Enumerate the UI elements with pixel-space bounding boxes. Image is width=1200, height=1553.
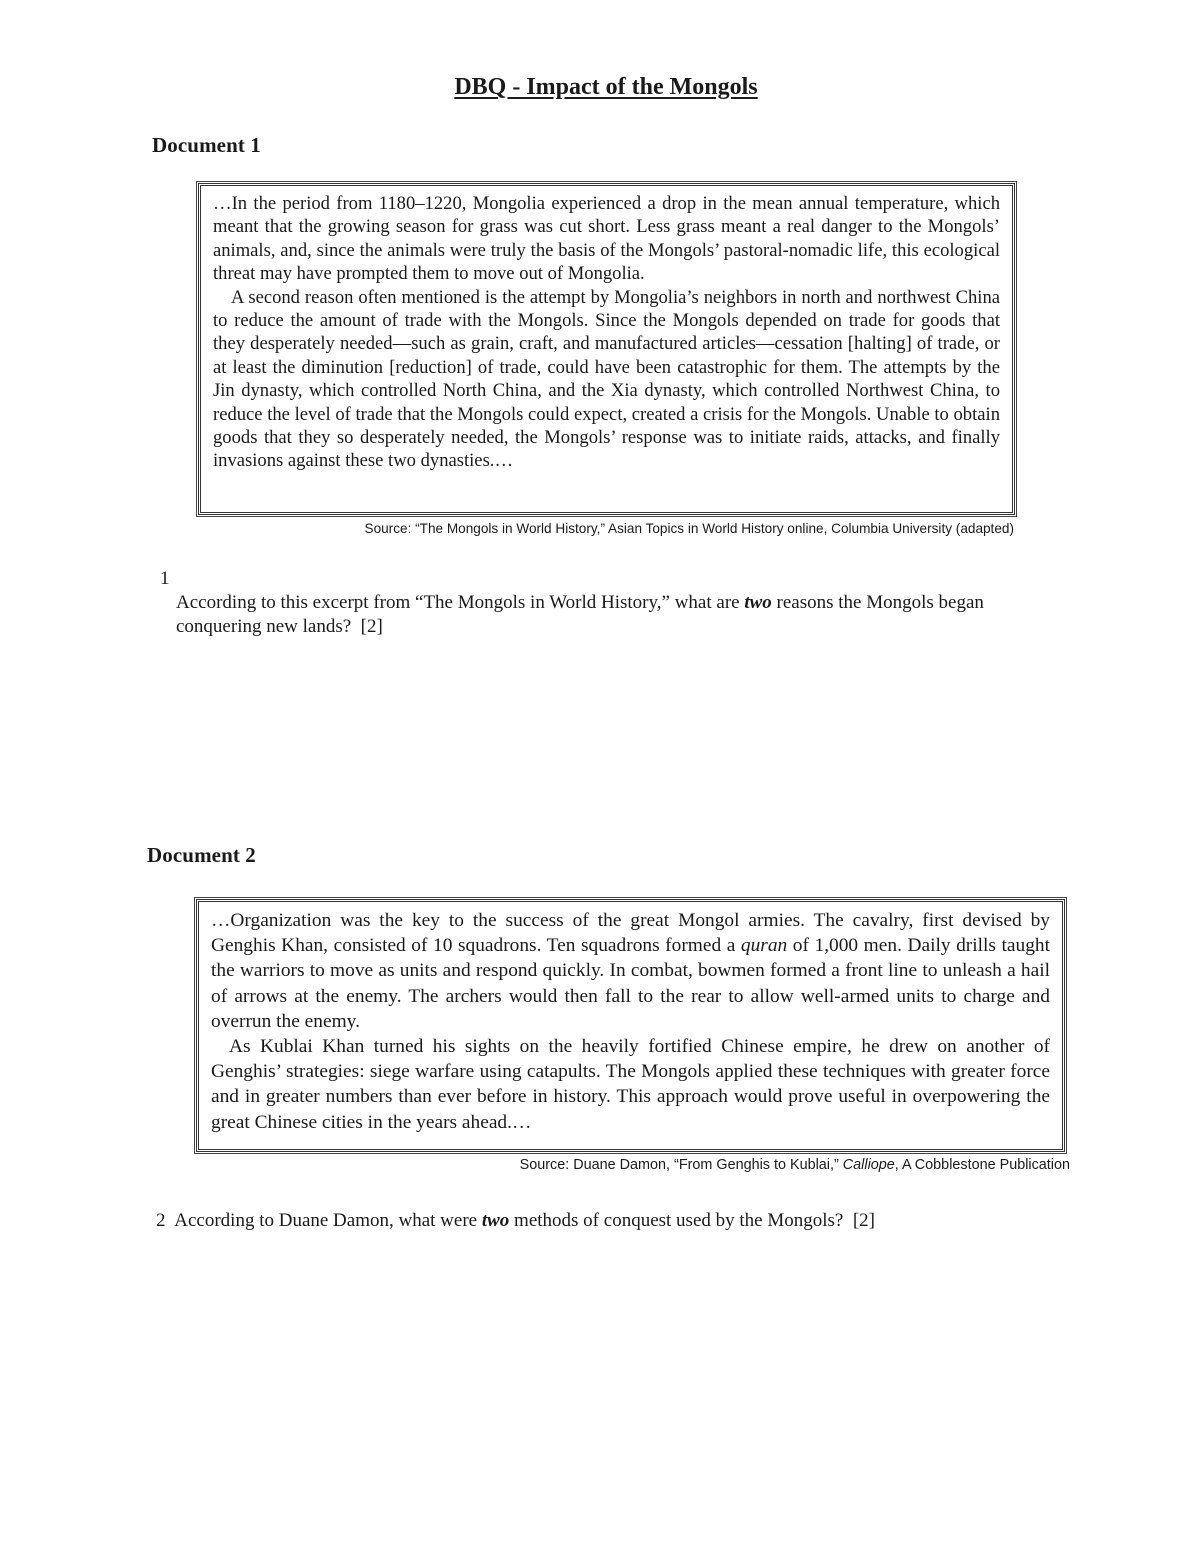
question-1-number: 1	[160, 568, 170, 589]
document-2-source	[520, 1157, 1070, 1173]
question-1-points: [2]	[360, 616, 383, 637]
document-2-paragraph-2: As Kublai Khan turned his sights on the heavily fortified Chinese empire, he drew on another of Genghis’ strategies: siege warfare using catapults. The Mongols applied these techniques with greater force and in greater numbers than ever before in history. This approach would prove useful in overpowering the great Chinese cities in the years ahead.…	[211, 1036, 1050, 1133]
document-1-heading: Document 1	[152, 133, 261, 157]
document-1-source: Source: “The Mongols in World History,” Asian Topics in World History online, Columbia University (adapted)	[364, 521, 1014, 536]
document-2-heading: Document 2	[147, 843, 256, 867]
question-2	[156, 1209, 1106, 1233]
page-title: DBQ - Impact of the Mongols	[454, 74, 758, 100]
question-2-emphasis: two	[481, 1210, 510, 1231]
document-2-excerpt-box	[196, 899, 1065, 1152]
document-2-paragraph-1-before: …Organization was the key to the success of the great Mongol armies. The cavalry, first devised by Genghis Khan, consisted of 10 squadrons. Ten squadrons formed a	[211, 910, 1050, 957]
question-1-text-before: According to this excerpt from “The Mongols in World History,” what are	[176, 592, 745, 613]
document-2-source-after: , A Cobblestone Publication	[894, 1157, 1070, 1173]
document-2-source-before: Source: Duane Damon, “From Genghis to Kublai,”	[519, 1157, 843, 1173]
question-2-points: [2]	[852, 1210, 875, 1231]
document-2-source-publication: Calliope	[842, 1157, 895, 1173]
document-2-quran-term: quran	[740, 935, 788, 957]
question-1	[160, 567, 1060, 639]
document-1-excerpt-box	[198, 183, 1015, 515]
question-2-number: 2	[156, 1210, 166, 1231]
question-1-text-after: reasons the Mongols began conquering new lands?	[176, 592, 984, 637]
document-2-paragraph-1	[211, 908, 1050, 1034]
question-1-emphasis: two	[744, 592, 772, 613]
question-2-text-after: methods of conquest used by the Mongols?	[509, 1210, 844, 1231]
question-2-text-before: According to Duane Damon, what were	[174, 1210, 482, 1231]
document-2-paragraph-1-after: of 1,000 men. Daily drills taught the warriors to move as units and respond quickly. In combat, bowmen formed a front line to unleash a hail of arrows at the enemy. The archers would then fall to the rear to allow well-armed units to charge and overrun the enemy.	[211, 935, 1050, 1032]
document-1-paragraph-1: …In the period from 1180–1220, Mongolia experienced a drop in the mean annual temperature, which meant that the growing season for grass was cut short. Less grass meant a real danger to the Mongols’ animals, and, since the animals were truly the basis of the Mongols’ pastoral-nomadic life, this ecological threat may have prompted them to move out of Mongolia.	[213, 193, 1000, 285]
document-1-paragraph-2: A second reason often mentioned is the attempt by Mongolia’s neighbors in north and northwest China to reduce the amount of trade with the Mongols. Since the Mongols depended on trade for goods that they desperately needed—such as grain, craft, and manufactured articles—cessation [halting] of trade, or at least the diminution [reduction] of trade, could have been catastrophic for them. The attempts by the Jin dynasty, which controlled North China, and the Xia dynasty, which controlled Northwest China, to reduce the level of trade that the Mongols could expect, created a crisis for the Mongols. Unable to obtain goods that they so desperately needed, the Mongols’ response was to initiate raids, attacks, and finally invasions against these two dynasties.…	[213, 286, 1000, 472]
